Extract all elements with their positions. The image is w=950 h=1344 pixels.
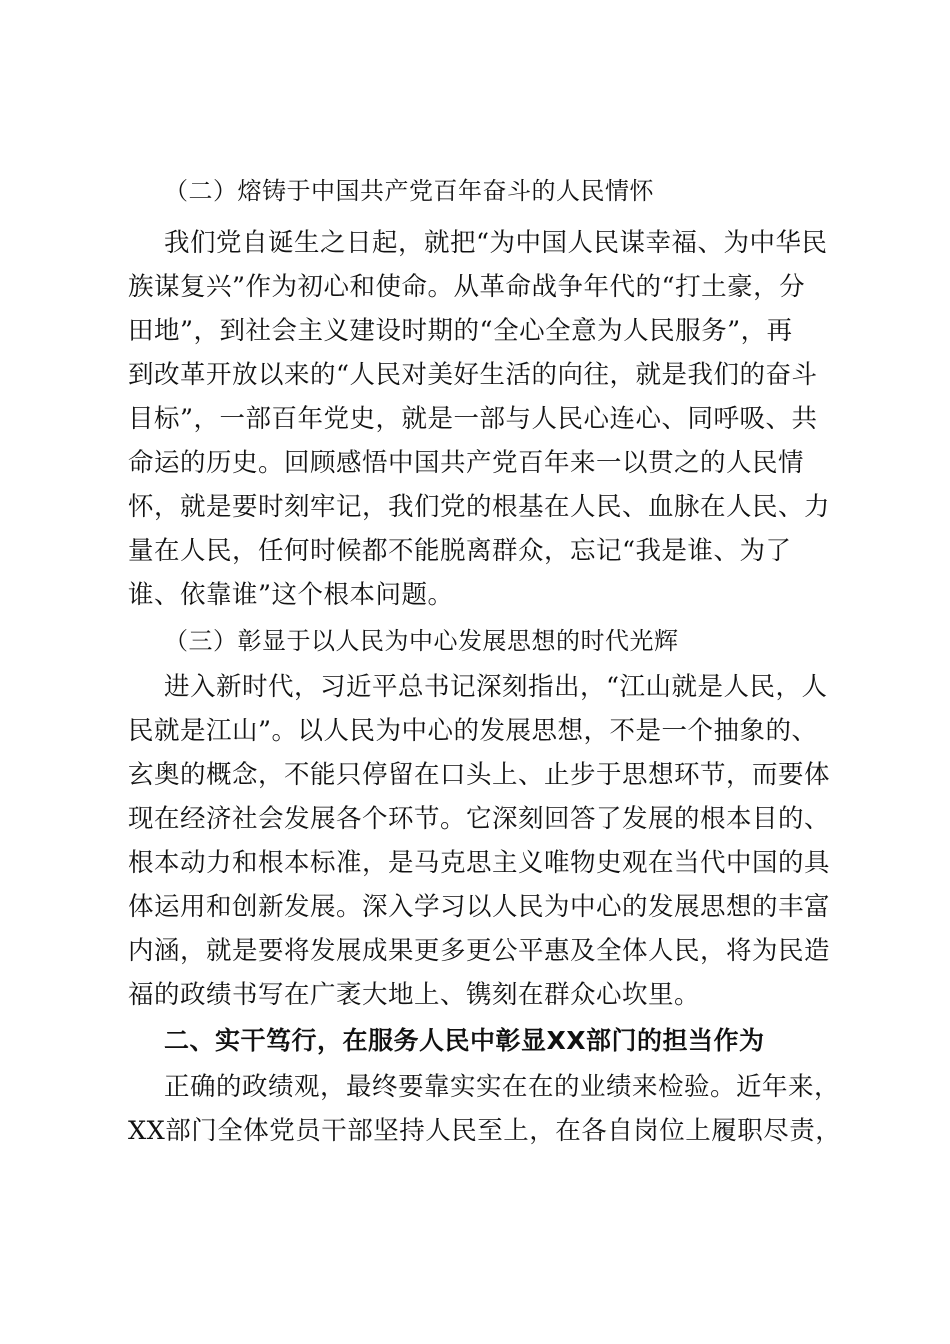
paragraph-line: 玄奥的概念，不能只停留在口头上、止步于思想环节，而要体 bbox=[128, 760, 831, 790]
paragraph-line: 目标”，一部百年党史，就是一部与人民心连心、同呼吸、共 bbox=[128, 404, 818, 434]
paragraph-line: 命运的历史。回顾感悟中国共产党百年来一以贯之的人民情 bbox=[128, 448, 805, 478]
paragraph-line: 体运用和创新发展。深入学习以人民为中心的发展思想的丰富 bbox=[128, 892, 831, 922]
paragraph-line: 我们党自诞生之日起，就把“为中国人民谋幸福、为中华民 bbox=[164, 228, 828, 258]
paragraph-line: 内涵，就是要将发展成果更多更公平惠及全体人民，将为民造 bbox=[128, 936, 831, 966]
paragraph-line: 现在经济社会发展各个环节。它深刻回答了发展的根本目的、 bbox=[128, 804, 831, 834]
section-heading-3: （三）彰显于以人民为中心发展思想的时代光辉 bbox=[164, 627, 679, 655]
paragraph-line: 怀，就是要时刻牢记，我们党的根基在人民、血脉在人民、力 bbox=[128, 492, 831, 522]
paragraph-line: 族谋复兴”作为初心和使命。从革命战争年代的“打土豪，分 bbox=[128, 272, 806, 302]
paragraph-line: 到改革开放以来的“人民对美好生活的向往，就是我们的奋斗 bbox=[128, 360, 818, 390]
paragraph-line: 根本动力和根本标准，是马克思主义唯物史观在当代中国的具 bbox=[128, 848, 831, 878]
paragraph-line: 正确的政绩观，最终要靠实实在在的业绩来检验。近年来， bbox=[164, 1072, 841, 1102]
paragraph-line: 田地”，到社会主义建设时期的“全心全意为人民服务”，再 bbox=[128, 316, 793, 346]
paragraph-line: XX部门全体党员干部坚持人民至上，在各自岗位上履职尽责， bbox=[128, 1116, 842, 1146]
paragraph-line: 谁、依靠谁”这个根本问题。 bbox=[128, 580, 454, 610]
section-heading-2: （二）熔铸于中国共产党百年奋斗的人民情怀 bbox=[164, 177, 654, 205]
paragraph-line: 进入新时代，习近平总书记深刻指出，“江山就是人民，人 bbox=[164, 672, 828, 702]
paragraph-line: 量在人民，任何时候都不能脱离群众，忘记“我是谁、为了 bbox=[128, 536, 792, 566]
paragraph-line: 福的政绩书写在广袤大地上、镌刻在群众心坎里。 bbox=[128, 980, 701, 1010]
chapter-heading: 二、实干笃行，在服务人民中彰显XX部门的担当作为 bbox=[164, 1026, 765, 1055]
paragraph-line: 民就是江山”。以人民为中心的发展思想，不是一个抽象的、 bbox=[128, 716, 818, 746]
